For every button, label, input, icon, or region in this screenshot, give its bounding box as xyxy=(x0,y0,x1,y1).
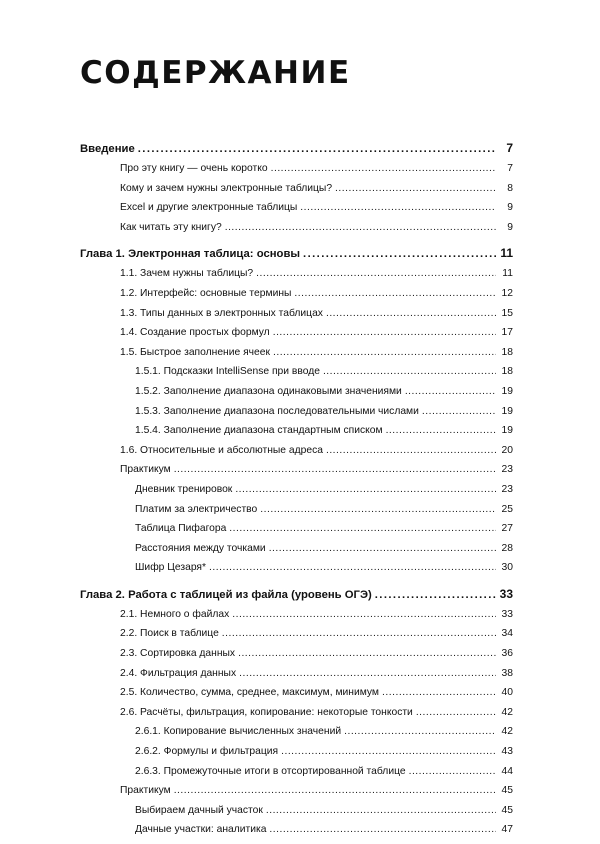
toc-entry[interactable] xyxy=(80,163,513,183)
toc-entry[interactable] xyxy=(80,687,513,707)
dot-leader xyxy=(326,445,496,456)
toc-entry-title: 2.3. Сортировка данных xyxy=(120,648,236,660)
toc-entry-title: Практикум xyxy=(120,464,171,476)
toc-entry[interactable] xyxy=(80,406,513,426)
dot-leader xyxy=(266,805,496,816)
toc-entry-title: 1.5.2. Заполнение диапазона одинаковыми значениями xyxy=(135,385,402,397)
dot-leader xyxy=(174,464,496,475)
toc-entry[interactable] xyxy=(80,268,513,288)
toc-entry[interactable] xyxy=(80,445,513,465)
toc-entry-page-number: 38 xyxy=(501,667,513,679)
toc-entry-title: Как читать эту книгу? xyxy=(120,221,222,233)
dot-leader xyxy=(260,504,496,515)
toc-entry-title: 2.2. Поиск в таблице xyxy=(120,628,219,640)
toc-entry-page-number: 7 xyxy=(507,163,513,174)
toc-entry[interactable] xyxy=(80,386,513,406)
dot-leader xyxy=(386,425,496,436)
dot-leader xyxy=(222,628,496,639)
toc-entry-page-number: 34 xyxy=(501,628,513,640)
toc-entry-page-number: 11 xyxy=(502,268,513,280)
dot-leader xyxy=(281,746,496,757)
toc-entry-page-number: 15 xyxy=(501,307,513,319)
toc-entry[interactable] xyxy=(80,288,513,308)
dot-leader xyxy=(409,766,496,777)
toc-entry[interactable] xyxy=(80,746,513,766)
dot-leader xyxy=(382,687,496,698)
dot-leader xyxy=(256,268,496,279)
dot-leader xyxy=(273,327,496,338)
toc-entry-page-number: 30 xyxy=(501,562,513,574)
toc-entry-title: Выбираем дачный участок xyxy=(135,804,263,816)
toc-entry[interactable] xyxy=(80,726,513,746)
toc-entry-title: Excel и другие электронные таблицы xyxy=(120,202,298,214)
toc-entry-title: 2.1. Немного о файлах xyxy=(120,608,230,620)
toc-entry-title: 1.5. Быстрое заполнение ячеек xyxy=(120,346,270,358)
toc-entry-page-number: 17 xyxy=(501,327,513,339)
toc-chapter-entry[interactable] xyxy=(80,246,513,265)
toc-entry-page-number: 12 xyxy=(501,287,513,299)
toc-entry-title: 2.6. Расчёты, фильтрация, копирование: некоторые тонкости xyxy=(120,706,413,718)
toc-entry-title: 2.4. Фильтрация данных xyxy=(120,667,237,679)
toc-entry-page-number: 23 xyxy=(501,464,513,476)
toc-entry-page-number: 27 xyxy=(501,523,513,535)
toc-entry-title: Шифр Цезаря* xyxy=(135,562,207,574)
toc-entry-title: 1.2. Интерфейс: основные термины xyxy=(120,287,292,299)
toc-entry-page-number: 11 xyxy=(500,246,513,261)
table-of-contents xyxy=(80,141,513,844)
dot-leader xyxy=(229,523,496,534)
toc-entry[interactable] xyxy=(80,183,513,203)
toc-entry[interactable] xyxy=(80,366,513,386)
toc-entry-page-number: 9 xyxy=(507,221,513,233)
dot-leader xyxy=(174,785,496,796)
dot-leader xyxy=(405,386,496,397)
toc-entry[interactable] xyxy=(80,347,513,367)
dot-leader xyxy=(344,726,496,737)
toc-entry-title: Дачные участки: аналитика xyxy=(135,824,267,836)
toc-entry-page-number: 42 xyxy=(501,706,513,718)
toc-chapter-entry[interactable] xyxy=(80,141,513,160)
dot-leader xyxy=(422,406,496,417)
toc-entry[interactable] xyxy=(80,222,513,242)
dot-leader xyxy=(232,609,496,620)
toc-entry[interactable] xyxy=(80,668,513,688)
toc-entry-page-number: 43 xyxy=(501,746,513,758)
dot-leader xyxy=(238,648,496,659)
toc-entry-page-number: 19 xyxy=(501,385,513,397)
toc-entry-title: Глава 2. Работа с таблицей из файла (уровень ОГЭ) xyxy=(80,588,372,601)
toc-entry-page-number: 8 xyxy=(507,182,513,194)
toc-entry[interactable] xyxy=(80,609,513,629)
toc-entry[interactable] xyxy=(80,824,513,844)
toc-entry[interactable] xyxy=(80,543,513,563)
toc-entry[interactable] xyxy=(80,308,513,328)
toc-entry-title: 2.6.3. Промежуточные итоги в отсортированной таблице xyxy=(135,765,406,777)
toc-entry-title: Практикум xyxy=(120,785,171,797)
toc-entry-page-number: 25 xyxy=(501,503,513,515)
toc-entry[interactable] xyxy=(80,202,513,222)
toc-entry-page-number: 42 xyxy=(501,726,513,738)
toc-entry[interactable] xyxy=(80,425,513,445)
toc-entry-page-number: 19 xyxy=(501,425,513,437)
page-title: СОДЕРЖАНИЕ xyxy=(80,55,351,91)
dot-leader xyxy=(225,222,496,233)
toc-entry-title: Про эту книгу — очень коротко xyxy=(120,163,268,174)
dot-leader xyxy=(269,543,496,554)
toc-entry-page-number: 9 xyxy=(507,202,513,214)
dot-leader xyxy=(294,288,496,299)
toc-entry-page-number: 33 xyxy=(499,586,513,601)
dot-leader xyxy=(273,347,496,358)
toc-entry-page-number: 20 xyxy=(501,444,513,456)
dot-leader xyxy=(269,824,496,835)
dot-leader xyxy=(239,668,496,679)
toc-entry-title: 1.5.3. Заполнение диапазона последовательными числами xyxy=(135,405,419,417)
toc-entry-page-number: 7 xyxy=(506,141,513,155)
toc-entry-page-number: 33 xyxy=(501,608,513,620)
toc-entry-title: Платим за электричество xyxy=(135,503,258,515)
dot-leader xyxy=(271,163,496,174)
toc-entry[interactable] xyxy=(80,484,513,504)
toc-entry-title: Введение xyxy=(80,143,135,155)
toc-entry[interactable] xyxy=(80,562,513,582)
toc-entry-title: 1.5.4. Заполнение диапазона стандартным списком xyxy=(135,425,383,437)
toc-entry-page-number: 45 xyxy=(501,804,513,816)
dot-leader xyxy=(335,183,496,194)
toc-entry[interactable] xyxy=(80,464,513,484)
toc-entry-page-number: 40 xyxy=(501,687,513,699)
toc-entry[interactable] xyxy=(80,805,513,825)
toc-entry-page-number: 28 xyxy=(501,542,513,554)
toc-entry[interactable] xyxy=(80,707,513,727)
toc-entry-page-number: 23 xyxy=(501,483,513,495)
toc-chapter-entry[interactable] xyxy=(80,587,513,606)
toc-entry[interactable] xyxy=(80,628,513,648)
toc-entry-title: 1.4. Создание простых формул xyxy=(120,327,270,339)
toc-entry-title: 2.6.1. Копирование вычисленных значений xyxy=(135,726,342,738)
toc-entry-title: Дневник тренировок xyxy=(135,483,233,495)
toc-entry-title: 2.6.2. Формулы и фильтрация xyxy=(135,746,279,758)
toc-entry-page-number: 47 xyxy=(501,824,513,836)
dot-leader xyxy=(138,143,496,155)
toc-entry-page-number: 18 xyxy=(501,366,513,378)
toc-entry-page-number: 44 xyxy=(501,765,513,777)
toc-entry[interactable] xyxy=(80,504,513,524)
toc-entry-page-number: 45 xyxy=(501,785,513,797)
toc-entry[interactable] xyxy=(80,766,513,786)
toc-entry-page-number: 19 xyxy=(501,405,513,417)
toc-entry-title: Глава 1. Электронная таблица: основы xyxy=(80,248,301,261)
toc-entry-page-number: 18 xyxy=(501,346,513,358)
toc-entry-title: Таблица Пифагора xyxy=(135,523,227,535)
toc-entry-title: 1.3. Типы данных в электронных таблицах xyxy=(120,307,323,319)
dot-leader xyxy=(235,484,496,495)
toc-entry[interactable] xyxy=(80,785,513,805)
toc-entry[interactable] xyxy=(80,327,513,347)
toc-entry-page-number: 36 xyxy=(501,648,513,660)
dot-leader xyxy=(326,308,496,319)
dot-leader xyxy=(416,707,496,718)
dot-leader xyxy=(375,589,496,601)
toc-entry-title: 2.5. Количество, сумма, среднее, максимум, минимум xyxy=(120,687,380,699)
toc-entry-title: 1.6. Относительные и абсолютные адреса xyxy=(120,444,323,456)
toc-entry-title: Расстояния между точками xyxy=(135,542,266,554)
toc-entry[interactable] xyxy=(80,523,513,543)
dot-leader xyxy=(303,248,496,260)
dot-leader xyxy=(300,202,496,213)
toc-entry-title: Кому и зачем нужны электронные таблицы? xyxy=(120,182,333,194)
toc-entry-title: 1.1. Зачем нужны таблицы? xyxy=(120,268,254,280)
toc-entry[interactable] xyxy=(80,648,513,668)
toc-entry-title: 1.5.1. Подсказки IntelliSense при вводе xyxy=(135,366,320,378)
dot-leader xyxy=(323,366,496,377)
dot-leader xyxy=(209,562,496,573)
